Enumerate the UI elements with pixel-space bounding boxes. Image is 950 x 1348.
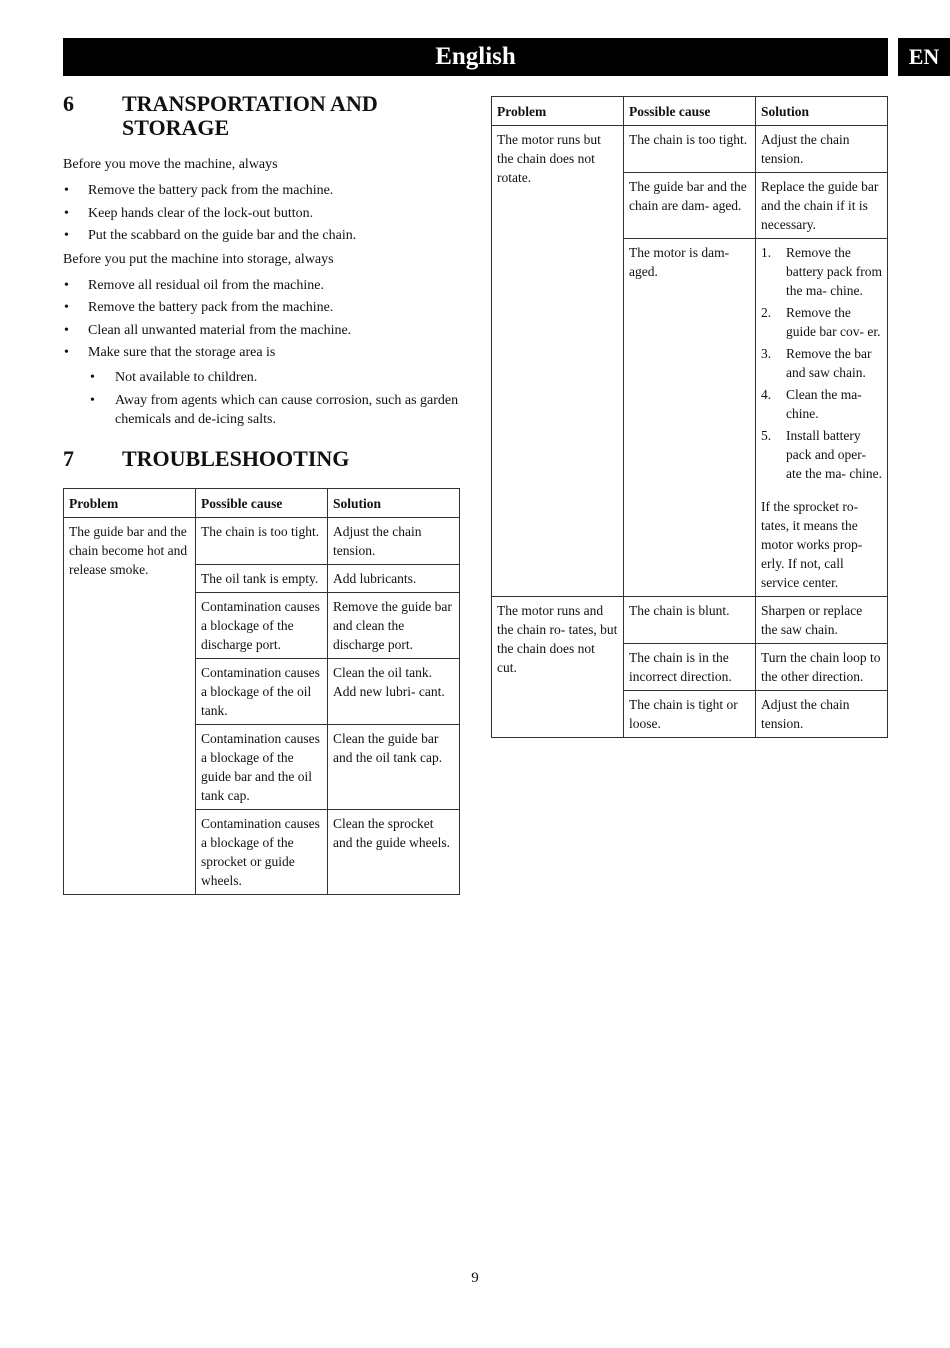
section-6-heading — [63, 92, 460, 140]
solution-cell: Adjust the chain tension. — [328, 518, 460, 565]
cause-cell: The chain is tight or loose. — [624, 691, 756, 738]
language-badge — [898, 38, 950, 76]
solution-cell: Remove the guide bar and clean the discharge port. — [328, 593, 460, 659]
cause-cell: The chain is in the incorrect direction. — [624, 644, 756, 691]
move-intro: Before you move the machine, always — [63, 157, 278, 172]
after-steps-note: If the sprocket ro- tates, it means the motor works prop- erly. If not, call service center. — [761, 499, 863, 590]
table-header-row — [492, 97, 888, 126]
cause-cell: Contamination causes a blockage of the sprocket or guide wheels. — [196, 810, 328, 895]
header-solution: Solution — [328, 489, 460, 518]
step-number: 2. — [761, 305, 772, 320]
cause-cell: Contamination causes a blockage of the guide bar and the oil tank cap. — [196, 725, 328, 810]
step-number: 3. — [761, 346, 772, 361]
storage-intro: Before you put the machine into storage, always — [63, 251, 334, 267]
solution-cell: Add lubricants. — [328, 565, 460, 593]
solution-cell: Sharpen or replace the saw chain. — [756, 597, 888, 644]
list-item — [761, 344, 882, 382]
list-item: • Remove the battery pack from the machine. — [63, 182, 460, 200]
section-7-title: TROUBLESHOOTING — [122, 446, 350, 471]
repair-steps-list — [761, 243, 882, 483]
step-text: Clean the ma- chine. — [786, 387, 862, 421]
header-solution: Solution — [756, 97, 888, 126]
list-item: • Remove the battery pack from the machine. — [63, 299, 460, 317]
step-number: 4. — [761, 387, 772, 402]
storage-sublist — [63, 368, 460, 429]
list-item: • Clean all unwanted material from the machine. — [63, 322, 460, 340]
cause-cell: The motor is dam- aged. — [624, 239, 756, 597]
left-column — [63, 92, 460, 895]
header-problem: Problem — [64, 489, 196, 518]
step-text: Remove the battery pack from the ma- chine. — [786, 245, 882, 298]
list-item — [761, 385, 882, 423]
header-possible-cause: Possible cause — [624, 97, 756, 126]
list-item — [761, 303, 882, 341]
step-text: Remove the bar and saw chain. — [786, 346, 872, 380]
header-title: English — [435, 43, 516, 70]
solution-cell: Adjust the chain tension. — [756, 126, 888, 173]
solution-cell: Clean the sprocket and the guide wheels. — [328, 810, 460, 895]
step-number: 1. — [761, 245, 772, 260]
solution-cell: Clean the guide bar and the oil tank cap. — [328, 725, 460, 810]
cause-cell: Contamination causes a blockage of the oil tank. — [196, 659, 328, 725]
list-item: • Keep hands clear of the lock-out button. — [63, 205, 460, 223]
solution-cell: Adjust the chain tension. — [756, 691, 888, 738]
section-6-title: TRANSPORTATION AND STORAGE — [122, 91, 378, 140]
storage-list — [63, 277, 460, 363]
cause-cell: The oil tank is empty. — [196, 565, 328, 593]
solution-cell: Clean the oil tank. Add new lubri- cant. — [328, 659, 460, 725]
troubleshooting-table-right — [491, 96, 888, 738]
cause-cell: The chain is too tight. — [624, 126, 756, 173]
header-problem: Problem — [492, 97, 624, 126]
list-item: • Away from agents which can cause corrosion, such as garden chemicals and de-icing salts. — [63, 391, 460, 429]
step-text: Remove the guide bar cov- er. — [786, 305, 881, 339]
list-item: • Make sure that the storage area is — [63, 344, 460, 362]
table-header-row — [64, 489, 460, 518]
cause-cell: The chain is too tight. — [196, 518, 328, 565]
list-item — [761, 243, 882, 300]
move-list — [63, 182, 460, 245]
troubleshooting-table-left — [63, 488, 460, 895]
page-number: 9 — [471, 1270, 479, 1286]
table-row — [64, 518, 460, 565]
right-column — [491, 96, 888, 738]
problem-cell: The motor runs but the chain does not rotate. — [492, 126, 624, 597]
step-number: 5. — [761, 428, 772, 443]
table-row — [492, 126, 888, 173]
section-6-number: 6 — [63, 91, 74, 116]
list-item: • Put the scabbard on the guide bar and the chain. — [63, 227, 460, 245]
header-bar — [63, 38, 888, 76]
cause-cell: The chain is blunt. — [624, 597, 756, 644]
list-item: • Remove all residual oil from the machine. — [63, 277, 460, 295]
section-7-heading — [63, 447, 460, 471]
header-possible-cause: Possible cause — [196, 489, 328, 518]
cause-cell: Contamination causes a blockage of the discharge port. — [196, 593, 328, 659]
list-item: • Not available to children. — [63, 368, 460, 387]
section-7-number: 7 — [63, 446, 74, 471]
solution-cell: Turn the chain loop to the other direction. — [756, 644, 888, 691]
problem-cell: The guide bar and the chain become hot and release smoke. — [64, 518, 196, 895]
solution-cell: Replace the guide bar and the chain if it is necessary. — [756, 173, 888, 239]
table-row — [492, 597, 888, 644]
list-item — [761, 426, 882, 483]
cause-cell: The guide bar and the chain are dam- aged. — [624, 173, 756, 239]
problem-cell: The motor runs and the chain ro- tates, but the chain does not cut. — [492, 597, 624, 738]
step-text: Install battery pack and oper- ate the ma- chine. — [786, 428, 882, 481]
language-code: EN — [908, 44, 940, 69]
solution-cell — [756, 239, 888, 597]
